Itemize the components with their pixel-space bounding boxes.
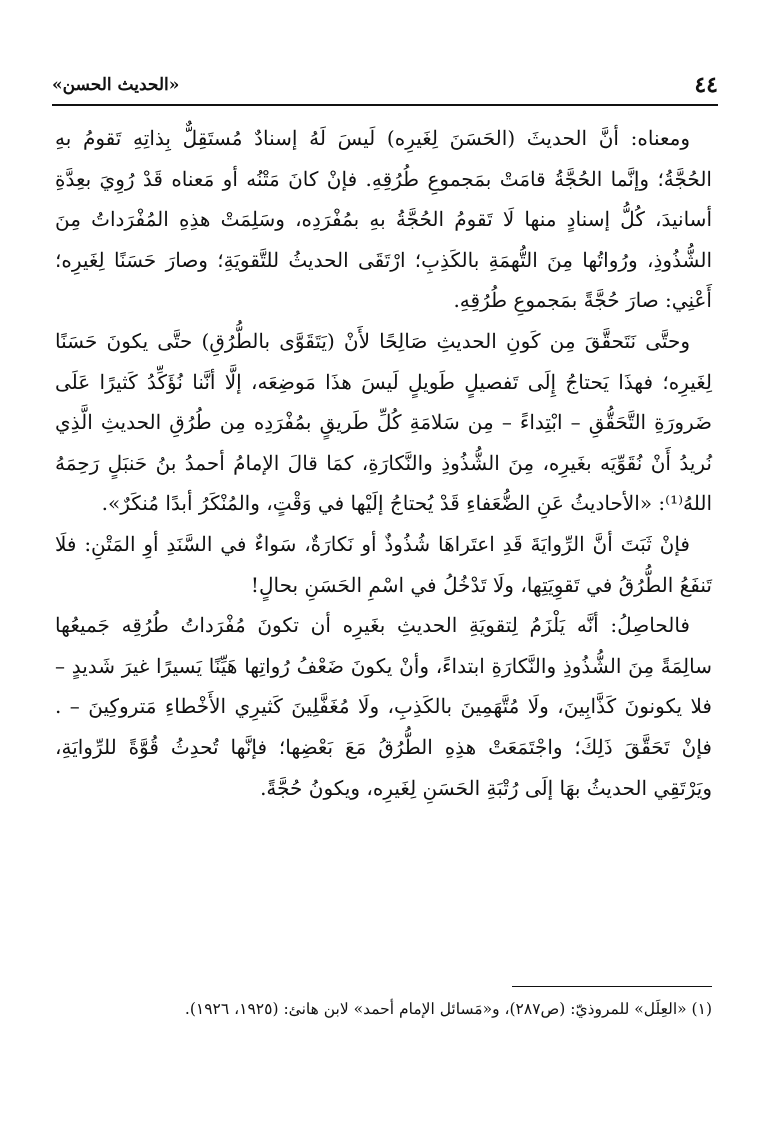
paragraph-meaning: ومعناه: أنَّ الحديثَ (الحَسَنَ لِغَيرِه) لَيسَ لَهُ إسنادٌ مُستَقِلٌّ بِذاتِهِ تَقومُ بهِ الحُجَّةُ؛ وإنَّما الحُجَّةُ قامَتْ بمَجموعِ طُرُقِهِ. فإنْ كانَ مَتْنُه أو مَعناه قَدْ رُوِيَ بعِدَّةِ أسانيدَ، كُلُّ إسنادٍ منها لَا تَقومُ الحُجَّةُ بهِ بمُفْرَدِه، وسَلِمَتْ هذِهِ المُفْرَداتُ مِنَ الشُّذُوذِ، ورُواتُها مِنَ التُّهمَةِ بالكَذِبِ؛ ارْتَقَى الحديثُ للتَّقويَةِ؛ وصارَ حَسَنًا لِغَيرِه؛ أَعْنِي: صارَ حُجَّةً بمَجموعِ طُرُقِهِ.: [55, 126, 713, 313]
header-rule: [52, 104, 718, 106]
footnote: [55, 994, 712, 1024]
running-title: «الحديث الحسن»: [52, 75, 180, 95]
page-header: [52, 64, 718, 100]
page-number: ٤٤: [694, 72, 718, 98]
paragraph-anomaly: فإنْ ثَبَتَ أنَّ الرِّوايَةَ قَدِ اعتَراهَا شُذُوذٌ أو نَكارَةٌ، سَواءٌ في السَّنَدِ أوِ المَتْنِ: فلَا تَنفَعُ الطُّرُقُ في تَقوِيَتِها، ولَا تَدْخُلُ في اسْمِ الحَسَنِ بحالٍ!: [55, 531, 712, 597]
paragraph-verification: وحتَّى نَتَحقَّقَ مِن كَونِ الحديثِ صَالِحًا لأَنْ (يَتَقَوَّى بالطُّرُقِ) حتَّى يكونَ حَسَنًا لِغَيرِه؛ فهذَا يَحتاجُ إِلَى تَفصيلٍ طَويلٍ لَيسَ هذَا مَوضِعَه، إلَّا أنَّنا نُؤَكِّدُ كَثيرًا عَلَى ضَرورَةِ التَّحَقُّقِ – ابْتِداءً – مِن سَلامَةِ كُلِّ طَريقٍ بمُفْرَدِه مِن طُرُقِ الحديثِ الَّذِي نُريدُ أَنْ نُقَوِّيَه بغَيرِه، مِنَ الشُّذُوذِ والنَّكارَةِ، كمَا قالَ الإمامُ أحمدُ بنُ حَنبَلٍ رَحِمَهُ اللهُ⁽¹⁾: «الأحاديثُ عَنِ الضُّعَفاءِ قَدْ يُحتاجُ إلَيْها في وَقْتٍ، والمُنْكَرُ أبدًا مُنكَرٌ».: [55, 328, 712, 516]
footnote-separator: [512, 986, 712, 987]
footnote-text: (١) «العِلَل» للمروذيّ: (ص٢٨٧)، و«مَسائل الإمام أحمد» لابن هانئ: (١٩٢٥، ١٩٢٦).: [184, 1000, 712, 1018]
paragraph-conclusion: فالحاصِلُ: أنَّه يَلْزَمُ لِتقويَةِ الحديثِ بغَيرِه أن تكونَ مُفْرَداتُ طُرُقِه جَميعُها سالِمَةً مِنَ الشُّذُوذِ والنَّكارَةِ ابتداءً، وأنْ يكونَ ضَعْفُ رُواتِها هَيِّنًا يَسيرًا غيرَ شَديدٍ – فلا يكونونَ كَذَّابِينَ، ولَا مُتَّهَمِينَ بالكَذِبِ، ولَا مُغَفَّلِينَ كَثيرِي الأَخْطاءِ مَتروكِينَ – . فإنْ تَحَقَّقَ ذَلِكَ؛ واجْتَمَعَتْ هذِهِ الطُّرُقُ مَعَ بَعْضِها؛ فإنَّها تُحدِثُ قُوَّةً للرِّوايَةِ، ويَرْتَقِي الحديثُ بهَا إلَى رُتْبَةِ الحَسَنِ لِغَيرِه، ويكونُ حُجَّةً.: [55, 613, 712, 800]
main-text: [55, 118, 712, 808]
